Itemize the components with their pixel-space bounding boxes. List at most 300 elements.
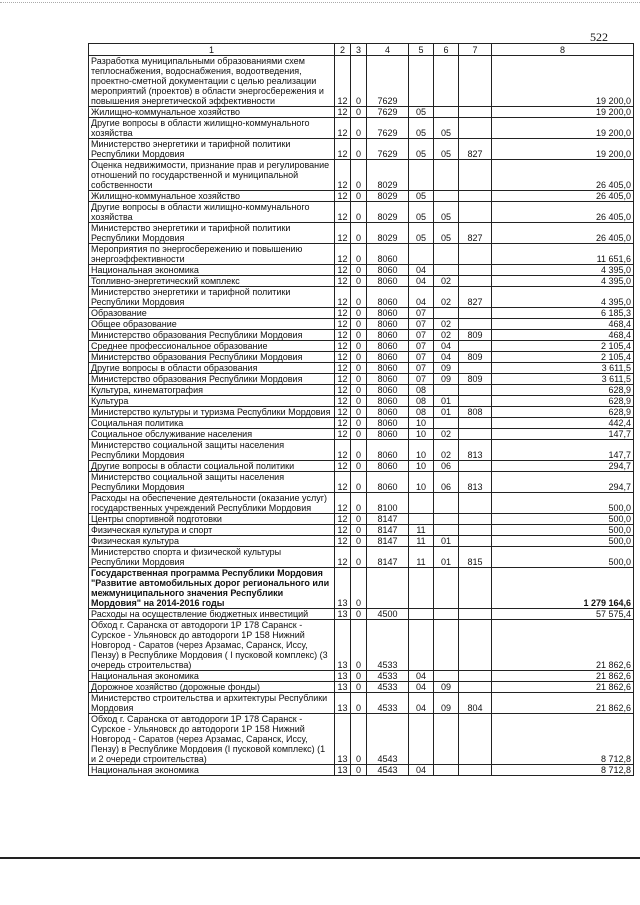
cell-code: 8060	[367, 407, 409, 418]
cell-code: 8029	[367, 202, 409, 223]
cell-code: 7629	[367, 56, 409, 107]
cell-subchapter	[434, 671, 459, 682]
cell-subchapter	[434, 385, 459, 396]
cell-chapter: 04	[409, 693, 434, 714]
cell-subchapter: 02	[434, 276, 459, 287]
cell-name: Жилищно-коммунальное хозяйство	[89, 191, 335, 202]
cell-name: Обход г. Саранска от автодороги 1Р 178 Саранск - Сурское - Ульяновск до автодороги 1Р 158 Нижний Новгород - Саратов (через Арзамас, Саранск, Иссу, Пензу) в Республике Мордовия ( I пусковой комплекс) (3 очередь строительства)	[89, 620, 335, 671]
cell-name: Образование	[89, 308, 335, 319]
cell-subcode: 0	[351, 682, 367, 693]
cell-ministry	[459, 714, 492, 765]
cell-chapter	[409, 620, 434, 671]
cell-code: 8060	[367, 363, 409, 374]
cell-ministry	[459, 682, 492, 693]
table-row	[89, 493, 634, 514]
cell-chapter: 08	[409, 385, 434, 396]
cell-name: Жилищно-коммунальное хозяйство	[89, 107, 335, 118]
cell-code: 4500	[367, 609, 409, 620]
cell-subchapter	[434, 493, 459, 514]
cell-chapter: 10	[409, 418, 434, 429]
cell-code: 8060	[367, 276, 409, 287]
cell-name: Центры спортивной подготовки	[89, 514, 335, 525]
cell-subchapter: 02	[434, 287, 459, 308]
cell-ministry	[459, 265, 492, 276]
cell-section: 12	[335, 418, 351, 429]
cell-ministry: 809	[459, 374, 492, 385]
cell-ministry	[459, 160, 492, 191]
cell-subcode: 0	[351, 160, 367, 191]
cell-section: 12	[335, 319, 351, 330]
cell-subcode: 0	[351, 352, 367, 363]
cell-section: 12	[335, 341, 351, 352]
cell-ministry: 809	[459, 352, 492, 363]
cell-subcode: 0	[351, 330, 367, 341]
cell-code: 8100	[367, 493, 409, 514]
cell-ministry	[459, 536, 492, 547]
cell-subchapter: 04	[434, 352, 459, 363]
cell-section: 12	[335, 429, 351, 440]
cell-section: 12	[335, 139, 351, 160]
cell-subchapter: 02	[434, 330, 459, 341]
cell-subchapter: 01	[434, 536, 459, 547]
table-row	[89, 396, 634, 407]
cell-section: 12	[335, 352, 351, 363]
cell-name: Дорожное хозяйство (дорожные фонды)	[89, 682, 335, 693]
cell-name: Министерство образования Республики Мордовия	[89, 352, 335, 363]
table-row	[89, 682, 634, 693]
cell-code: 8060	[367, 461, 409, 472]
cell-subcode: 0	[351, 265, 367, 276]
cell-amount: 19 200,0	[492, 56, 634, 107]
cell-amount: 21 862,6	[492, 682, 634, 693]
cell-amount: 500,0	[492, 547, 634, 568]
cell-ministry	[459, 202, 492, 223]
cell-ministry: 804	[459, 693, 492, 714]
cell-section: 12	[335, 265, 351, 276]
cell-section: 12	[335, 493, 351, 514]
cell-name: Другие вопросы в области жилищно-коммунального хозяйства	[89, 118, 335, 139]
cell-ministry: 809	[459, 330, 492, 341]
cell-subchapter: 01	[434, 396, 459, 407]
cell-subchapter: 09	[434, 693, 459, 714]
cell-code: 8029	[367, 160, 409, 191]
cell-subchapter	[434, 609, 459, 620]
cell-chapter: 04	[409, 287, 434, 308]
cell-subchapter: 05	[434, 223, 459, 244]
table-row	[89, 363, 634, 374]
cell-chapter	[409, 56, 434, 107]
cell-amount: 26 405,0	[492, 202, 634, 223]
cell-code: 8060	[367, 244, 409, 265]
cell-code: 8147	[367, 525, 409, 536]
cell-section: 12	[335, 547, 351, 568]
header-col-3: 3	[351, 44, 367, 56]
cell-name: Министерство социальной защиты населения Республики Мордовия	[89, 440, 335, 461]
cell-code: 8029	[367, 223, 409, 244]
cell-subcode: 0	[351, 671, 367, 682]
header-col-4: 4	[367, 44, 409, 56]
cell-amount: 4 395,0	[492, 276, 634, 287]
cell-subcode: 0	[351, 693, 367, 714]
cell-amount: 26 405,0	[492, 191, 634, 202]
cell-section: 12	[335, 374, 351, 385]
cell-name: Национальная экономика	[89, 765, 335, 776]
bottom-rule	[0, 857, 640, 859]
header-col-7: 7	[459, 44, 492, 56]
cell-ministry	[459, 418, 492, 429]
cell-amount: 147,7	[492, 440, 634, 461]
cell-amount: 3 611,5	[492, 374, 634, 385]
cell-amount: 21 862,6	[492, 693, 634, 714]
cell-ministry	[459, 429, 492, 440]
cell-ministry	[459, 493, 492, 514]
cell-ministry	[459, 671, 492, 682]
cell-subcode: 0	[351, 536, 367, 547]
cell-section: 13	[335, 714, 351, 765]
cell-section: 12	[335, 514, 351, 525]
cell-chapter: 08	[409, 396, 434, 407]
cell-section: 12	[335, 191, 351, 202]
cell-code: 8060	[367, 352, 409, 363]
cell-section: 12	[335, 287, 351, 308]
table-row	[89, 514, 634, 525]
cell-subchapter: 05	[434, 202, 459, 223]
cell-code: 8060	[367, 472, 409, 493]
cell-ministry: 827	[459, 223, 492, 244]
cell-subcode: 0	[351, 765, 367, 776]
budget-table	[88, 43, 634, 776]
cell-name: Другие вопросы в области социальной политики	[89, 461, 335, 472]
cell-subchapter	[434, 244, 459, 265]
cell-section: 12	[335, 160, 351, 191]
cell-amount: 1 279 164,6	[492, 568, 634, 609]
cell-section: 13	[335, 693, 351, 714]
cell-chapter: 11	[409, 525, 434, 536]
cell-ministry	[459, 276, 492, 287]
cell-name: Министерство спорта и физической культуры Республики Мордовия	[89, 547, 335, 568]
cell-section: 12	[335, 107, 351, 118]
cell-subcode: 0	[351, 440, 367, 461]
cell-subchapter	[434, 514, 459, 525]
cell-ministry	[459, 107, 492, 118]
cell-subchapter	[434, 308, 459, 319]
table-row	[89, 352, 634, 363]
cell-subchapter	[434, 265, 459, 276]
cell-amount: 26 405,0	[492, 223, 634, 244]
cell-amount: 294,7	[492, 461, 634, 472]
cell-subchapter: 01	[434, 407, 459, 418]
cell-subcode: 0	[351, 341, 367, 352]
cell-chapter: 10	[409, 429, 434, 440]
cell-chapter: 08	[409, 407, 434, 418]
cell-amount: 6 185,3	[492, 308, 634, 319]
table-row	[89, 385, 634, 396]
cell-ministry: 808	[459, 407, 492, 418]
cell-ministry	[459, 244, 492, 265]
cell-section: 13	[335, 671, 351, 682]
cell-code: 8060	[367, 319, 409, 330]
cell-code: 4533	[367, 693, 409, 714]
cell-code: 7629	[367, 139, 409, 160]
cell-subchapter: 02	[434, 429, 459, 440]
cell-chapter: 05	[409, 202, 434, 223]
cell-subchapter	[434, 191, 459, 202]
cell-amount: 4 395,0	[492, 265, 634, 276]
cell-name: Расходы на обеспечение деятельности (оказание услуг) государственных учреждений Республики Мордовия	[89, 493, 335, 514]
cell-code: 7629	[367, 107, 409, 118]
cell-code: 4533	[367, 682, 409, 693]
cell-amount: 442,4	[492, 418, 634, 429]
cell-name: Другие вопросы в области образования	[89, 363, 335, 374]
cell-chapter: 07	[409, 374, 434, 385]
cell-ministry: 827	[459, 139, 492, 160]
cell-amount: 11 651,6	[492, 244, 634, 265]
cell-ministry	[459, 461, 492, 472]
cell-subchapter: 01	[434, 547, 459, 568]
table-row	[89, 472, 634, 493]
cell-subcode: 0	[351, 107, 367, 118]
cell-name: Среднее профессиональное образование	[89, 341, 335, 352]
cell-code: 8060	[367, 440, 409, 461]
cell-chapter	[409, 160, 434, 191]
cell-amount: 4 395,0	[492, 287, 634, 308]
cell-amount: 628,9	[492, 385, 634, 396]
cell-name: Министерство энергетики и тарифной политики Республики Мордовия	[89, 223, 335, 244]
cell-chapter	[409, 714, 434, 765]
page-number: 522	[590, 30, 608, 44]
cell-code: 4543	[367, 714, 409, 765]
cell-subcode: 0	[351, 429, 367, 440]
cell-subchapter: 06	[434, 472, 459, 493]
table-row	[89, 407, 634, 418]
cell-subchapter	[434, 620, 459, 671]
cell-name: Министерство строительства и архитектуры Республики Мордовия	[89, 693, 335, 714]
cell-subchapter	[434, 107, 459, 118]
cell-subcode: 0	[351, 547, 367, 568]
cell-chapter: 11	[409, 547, 434, 568]
cell-name: Министерство культуры и туризма Республики Мордовия	[89, 407, 335, 418]
cell-code: 4533	[367, 671, 409, 682]
cell-chapter: 07	[409, 352, 434, 363]
cell-ministry	[459, 609, 492, 620]
table-row	[89, 341, 634, 352]
cell-subcode: 0	[351, 418, 367, 429]
cell-section: 12	[335, 202, 351, 223]
cell-amount: 500,0	[492, 536, 634, 547]
cell-code: 8147	[367, 536, 409, 547]
header-col-1: 1	[89, 44, 335, 56]
cell-chapter: 10	[409, 440, 434, 461]
cell-subcode: 0	[351, 139, 367, 160]
cell-amount: 500,0	[492, 514, 634, 525]
cell-subcode: 0	[351, 385, 367, 396]
table-row	[89, 525, 634, 536]
cell-amount: 2 105,4	[492, 352, 634, 363]
cell-chapter: 04	[409, 671, 434, 682]
cell-amount: 2 105,4	[492, 341, 634, 352]
cell-amount: 19 200,0	[492, 139, 634, 160]
cell-subchapter	[434, 765, 459, 776]
cell-name: Общее образование	[89, 319, 335, 330]
table-row	[89, 319, 634, 330]
cell-subcode: 0	[351, 620, 367, 671]
cell-name: Разработка муниципальными образованиями схем теплоснабжения, водоснабжения, водоотведения, проектно-сметной документации с целью реализации мероприятий (проектов) в области энергосбережения и повышения энергетической эффективности	[89, 56, 335, 107]
cell-section: 12	[335, 118, 351, 139]
cell-chapter: 07	[409, 319, 434, 330]
table-row	[89, 609, 634, 620]
cell-subchapter: 05	[434, 139, 459, 160]
table-row	[89, 765, 634, 776]
cell-subcode: 0	[351, 461, 367, 472]
cell-amount: 19 200,0	[492, 118, 634, 139]
table-row	[89, 418, 634, 429]
cell-ministry	[459, 620, 492, 671]
table-row	[89, 620, 634, 671]
cell-name: Министерство социальной защиты населения Республики Мордовия	[89, 472, 335, 493]
cell-ministry: 815	[459, 547, 492, 568]
cell-chapter	[409, 568, 434, 609]
cell-section: 12	[335, 396, 351, 407]
cell-ministry	[459, 514, 492, 525]
cell-subcode: 0	[351, 568, 367, 609]
cell-name: Топливно-энергетический комплекс	[89, 276, 335, 287]
header-col-8: 8	[492, 44, 634, 56]
table-row	[89, 139, 634, 160]
cell-ministry: 827	[459, 287, 492, 308]
cell-subcode: 0	[351, 525, 367, 536]
cell-subchapter	[434, 56, 459, 107]
table-row	[89, 536, 634, 547]
cell-subcode: 0	[351, 514, 367, 525]
cell-subcode: 0	[351, 276, 367, 287]
cell-ministry	[459, 525, 492, 536]
cell-ministry	[459, 56, 492, 107]
table-row	[89, 429, 634, 440]
cell-section: 12	[335, 308, 351, 319]
cell-section: 12	[335, 461, 351, 472]
cell-subcode: 0	[351, 244, 367, 265]
cell-section: 13	[335, 609, 351, 620]
cell-subchapter	[434, 160, 459, 191]
cell-code: 4543	[367, 765, 409, 776]
table-row	[89, 714, 634, 765]
table-row	[89, 265, 634, 276]
table-row	[89, 440, 634, 461]
cell-subchapter: 09	[434, 363, 459, 374]
table-row	[89, 56, 634, 107]
cell-subcode: 0	[351, 56, 367, 107]
cell-subcode: 0	[351, 202, 367, 223]
cell-amount: 294,7	[492, 472, 634, 493]
cell-subcode: 0	[351, 609, 367, 620]
header-col-2: 2	[335, 44, 351, 56]
cell-chapter: 05	[409, 107, 434, 118]
cell-amount: 500,0	[492, 525, 634, 536]
cell-chapter: 05	[409, 223, 434, 244]
cell-amount: 628,9	[492, 396, 634, 407]
cell-name: Культура	[89, 396, 335, 407]
cell-chapter	[409, 493, 434, 514]
cell-section: 13	[335, 682, 351, 693]
cell-code: 8060	[367, 396, 409, 407]
cell-ministry	[459, 191, 492, 202]
cell-subchapter	[434, 525, 459, 536]
cell-ministry	[459, 765, 492, 776]
cell-subcode: 0	[351, 374, 367, 385]
cell-code: 8147	[367, 547, 409, 568]
cell-chapter: 07	[409, 330, 434, 341]
cell-amount: 500,0	[492, 493, 634, 514]
cell-chapter: 05	[409, 139, 434, 160]
cell-name: Министерство энергетики и тарифной политики Республики Мордовия	[89, 139, 335, 160]
cell-section: 12	[335, 385, 351, 396]
cell-code: 8147	[367, 514, 409, 525]
table-row	[89, 107, 634, 118]
table-row	[89, 330, 634, 341]
cell-section: 12	[335, 525, 351, 536]
cell-amount: 8 712,8	[492, 714, 634, 765]
cell-amount: 3 611,5	[492, 363, 634, 374]
table-header-row	[89, 44, 634, 56]
cell-section: 12	[335, 244, 351, 265]
table-row	[89, 461, 634, 472]
cell-section: 13	[335, 568, 351, 609]
cell-subchapter: 05	[434, 118, 459, 139]
cell-subcode: 0	[351, 191, 367, 202]
table-row	[89, 244, 634, 265]
cell-amount: 26 405,0	[492, 160, 634, 191]
cell-name: Социальная политика	[89, 418, 335, 429]
cell-subcode: 0	[351, 396, 367, 407]
cell-chapter: 10	[409, 461, 434, 472]
table-row	[89, 202, 634, 223]
cell-section: 12	[335, 276, 351, 287]
cell-subcode: 0	[351, 407, 367, 418]
table-row	[89, 118, 634, 139]
table-row	[89, 547, 634, 568]
cell-ministry	[459, 385, 492, 396]
table-row	[89, 568, 634, 609]
cell-code: 7629	[367, 118, 409, 139]
header-col-5: 5	[409, 44, 434, 56]
cell-name: Расходы на осуществление бюджетных инвестиций	[89, 609, 335, 620]
cell-name: Министерство образования Республики Мордовия	[89, 374, 335, 385]
cell-code: 8060	[367, 418, 409, 429]
cell-chapter: 04	[409, 276, 434, 287]
cell-amount: 147,7	[492, 429, 634, 440]
cell-name: Министерство энергетики и тарифной политики Республики Мордовия	[89, 287, 335, 308]
cell-section: 12	[335, 330, 351, 341]
cell-ministry	[459, 118, 492, 139]
cell-code	[367, 568, 409, 609]
cell-subchapter: 09	[434, 682, 459, 693]
cell-name: Физическая культура	[89, 536, 335, 547]
cell-code: 8060	[367, 341, 409, 352]
cell-subcode: 0	[351, 363, 367, 374]
cell-subchapter: 04	[434, 341, 459, 352]
cell-chapter: 04	[409, 265, 434, 276]
cell-chapter: 10	[409, 472, 434, 493]
cell-subcode: 0	[351, 714, 367, 765]
cell-subcode: 0	[351, 287, 367, 308]
cell-name: Культура, кинематография	[89, 385, 335, 396]
cell-ministry	[459, 308, 492, 319]
cell-section: 12	[335, 472, 351, 493]
top-scan-edge	[0, 2, 640, 4]
cell-section: 12	[335, 440, 351, 461]
cell-amount: 8 712,8	[492, 765, 634, 776]
cell-chapter: 11	[409, 536, 434, 547]
